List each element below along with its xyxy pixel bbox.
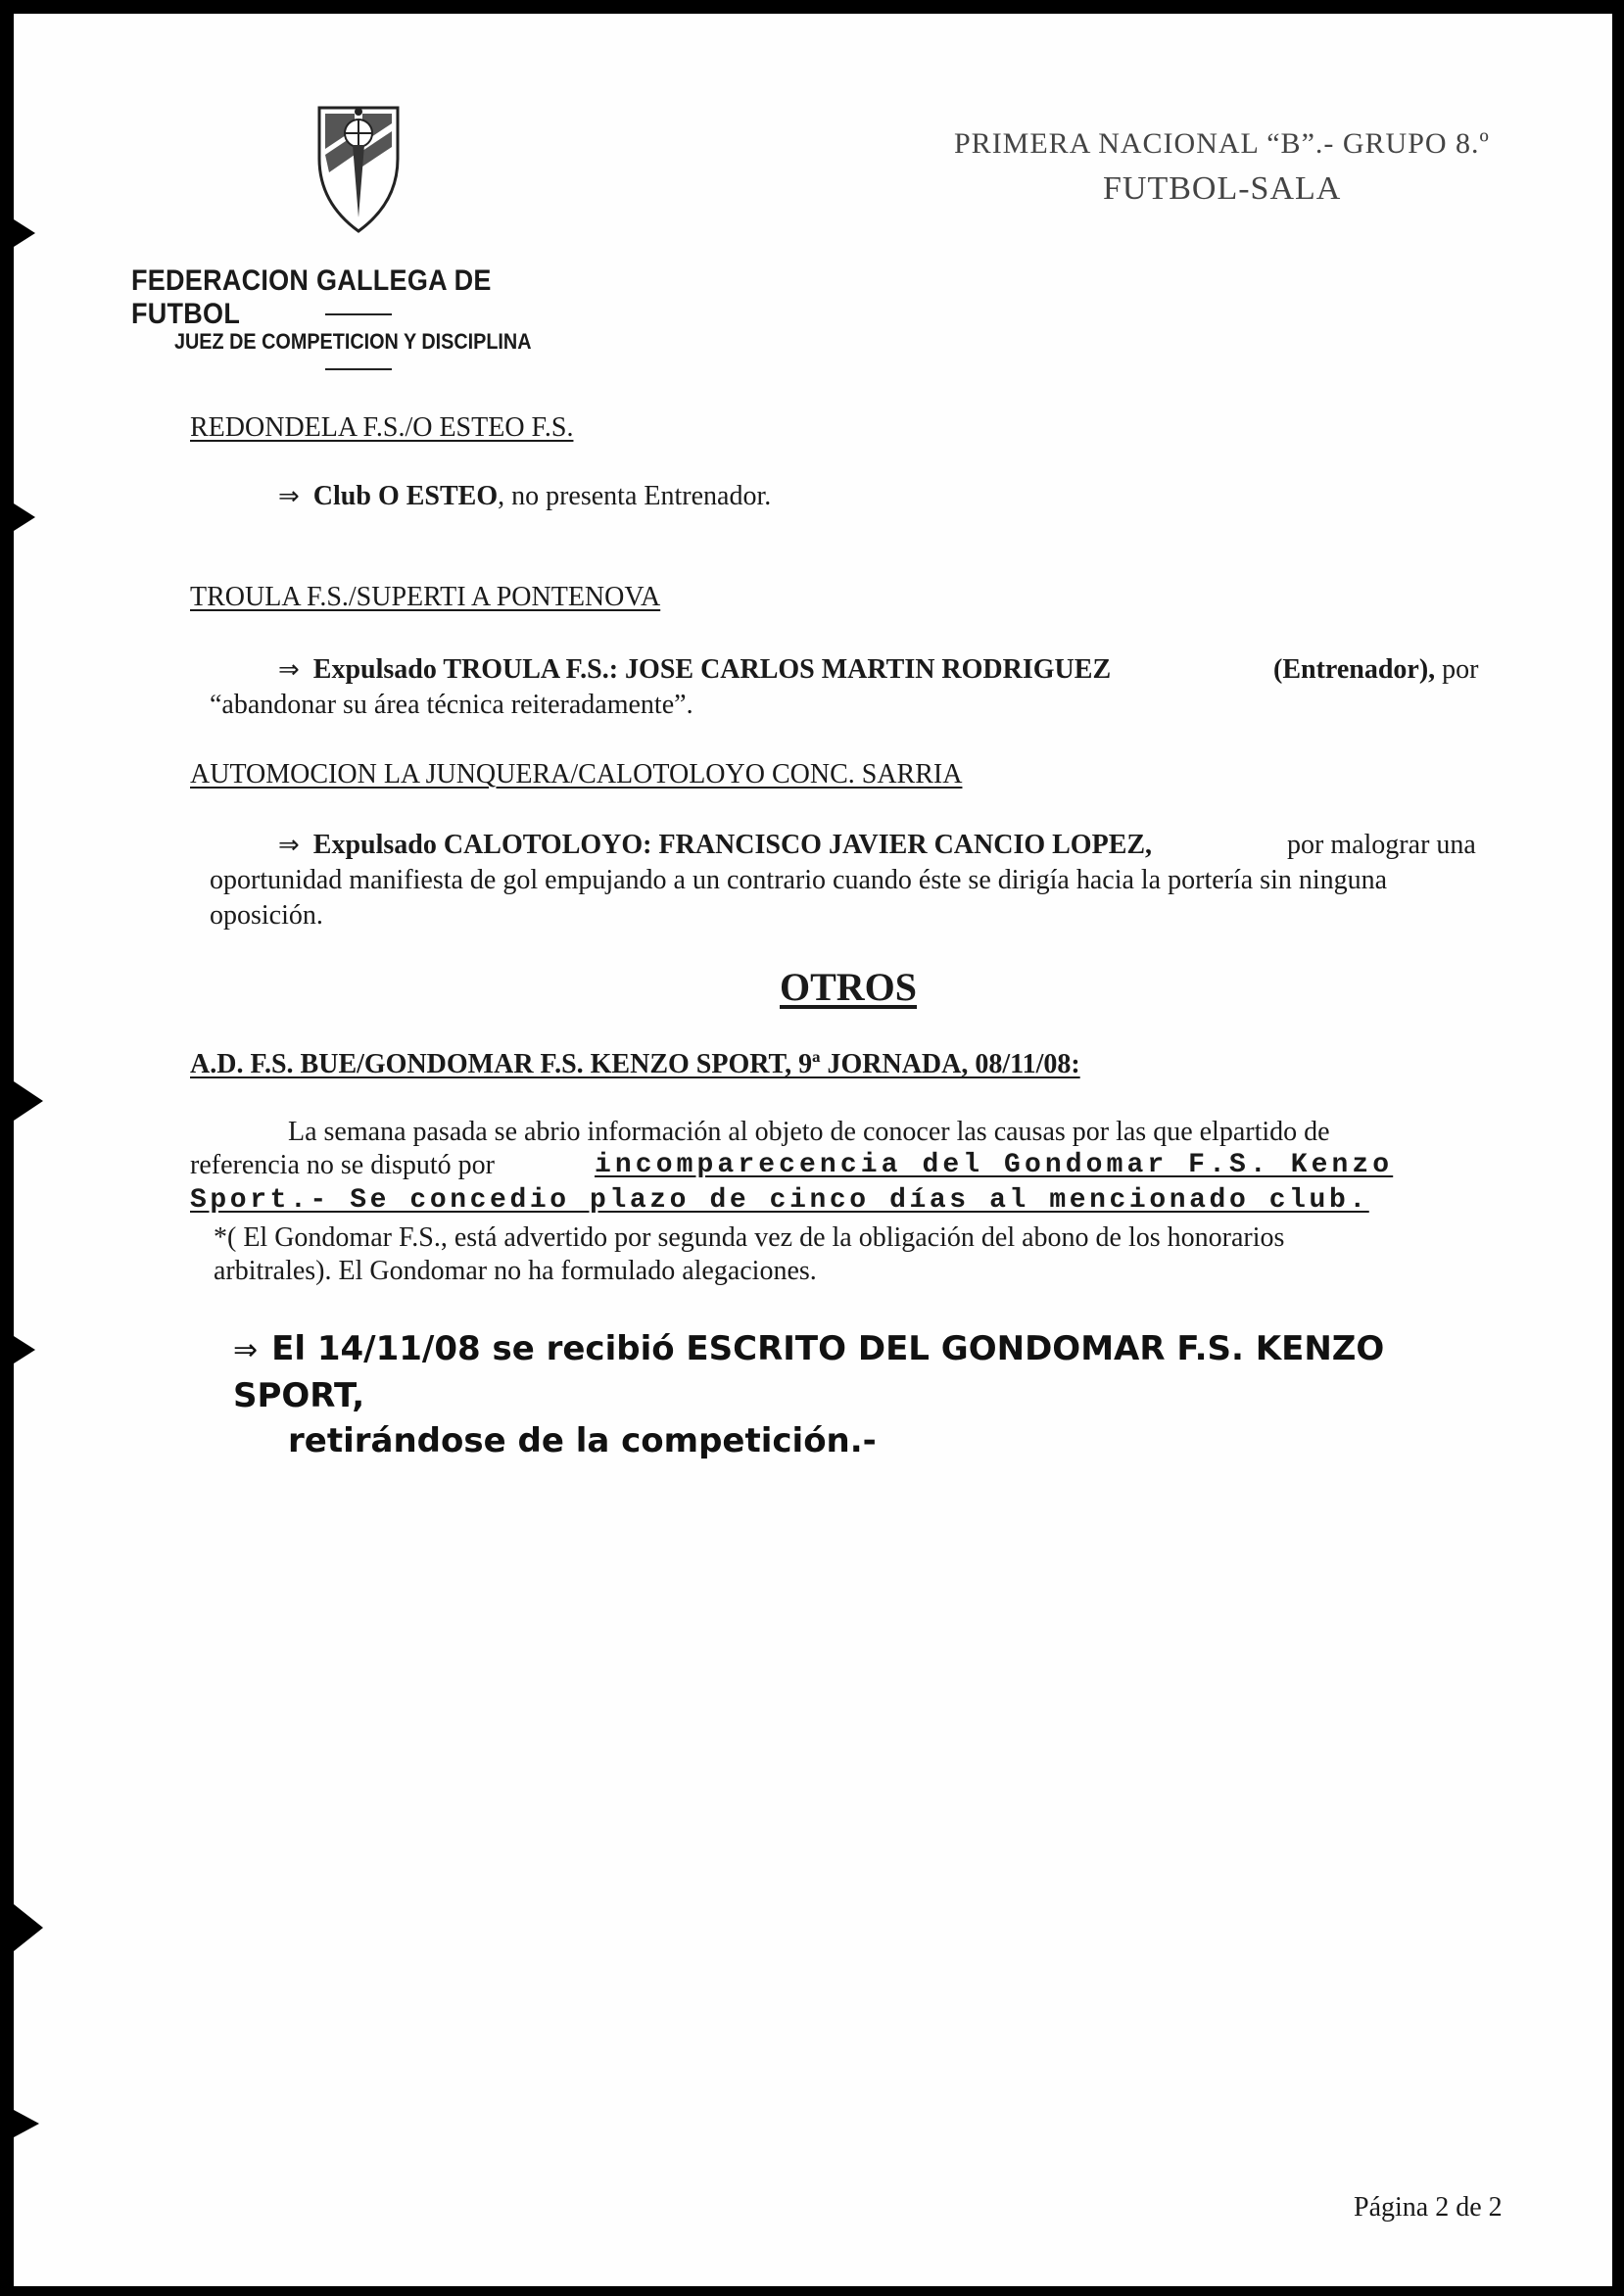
ruling-troula-line2: “abandonar su área técnica reiteradamente”. [210, 690, 693, 720]
ruling-bold-text: Expulsado CALOTOLOYO: FRANCISCO JAVIER CANCIO LOPEZ, [312, 830, 1153, 860]
otros-paragraph-line2 [190, 1150, 1394, 1181]
otros-paragraph-line3 [190, 1183, 1369, 1216]
match-heading-redondela: REDONDELA F.S./O ESTEO F.S. [190, 412, 574, 443]
otros-note-line2: arbitrales). El Gondomar no ha formulado alegaciones. [214, 1256, 817, 1286]
ruling-role [1273, 654, 1478, 686]
arrow-icon: ⇒ [278, 831, 300, 860]
match-heading-bue: A.D. F.S. BUE/GONDOMAR F.S. KENZO SPORT, 9ª JORNADA, 08/11/08: [190, 1049, 1080, 1079]
match-heading-automocion: AUTOMOCION LA JUNQUERA/CALOTOLOYO CONC. SARRIA [190, 759, 963, 789]
final-notice-line2: retirándose de la competición.- [288, 1421, 877, 1460]
otros-heading: OTROS [780, 965, 918, 1009]
ruling-automocion-line3: oposición. [210, 900, 323, 931]
ruling-troula-line1 [278, 654, 1503, 686]
otros-paragraph-text: referencia no se disputó por [190, 1150, 495, 1180]
ruling-redondela [278, 481, 771, 512]
arrow-icon: ⇒ [278, 482, 300, 511]
ruling-text: por [1442, 654, 1479, 685]
torn-edge-mark [14, 1081, 43, 1121]
torn-edge-mark [14, 1336, 35, 1363]
sport-title: FUTBOL-SALA [1103, 170, 1342, 207]
torn-edge-mark [14, 1904, 43, 1951]
committee-name: JUEZ DE COMPETICION Y DISCIPLINA [174, 329, 532, 354]
final-notice-text: El 14/11/08 se recibió ESCRITO DEL GONDOMAR F.S. KENZO SPORT, [233, 1329, 1385, 1415]
ruling-automocion-line2: oportunidad manifiesta de gol empujando a un contrario cuando éste se dirigía hacia la portería sin ninguna [210, 865, 1388, 895]
otros-note-line1: *( El Gondomar F.S., está advertido por segunda vez de la obligación del abono de los honorarios [214, 1222, 1285, 1253]
federation-crest-icon [315, 100, 402, 235]
arrow-icon: ⇒ [233, 1333, 259, 1367]
league-title: PRIMERA NACIONAL “B”.- GRUPO 8.º [954, 127, 1490, 160]
arrow-icon: ⇒ [278, 655, 300, 685]
ruling-text: , no presenta Entrenador. [498, 481, 772, 511]
ruling-automocion-line1 [278, 830, 1476, 861]
match-heading-troula: TROULA F.S./SUPERTI A PONTENOVA [190, 582, 661, 612]
federation-name: FEDERACION GALLEGA DE FUTBOL [131, 264, 492, 330]
paper-sheet [14, 14, 1612, 2286]
torn-edge-mark [14, 2110, 39, 2137]
ruling-bold-text: (Entrenador), [1273, 654, 1436, 685]
otros-spaced-text: Sport.- Se concedio plazo de cinco días al mencionado club. [190, 1185, 1369, 1216]
torn-edge-mark [14, 219, 35, 247]
ruling-text: por malograr una [1287, 830, 1476, 860]
otros-spaced-text: incomparecencia del Gondomar F.S. Kenzo [595, 1150, 1394, 1180]
header-divider [325, 368, 392, 370]
otros-paragraph-line1: La semana pasada se abrio información al objeto de conocer las causas por las que elpartido de [288, 1117, 1330, 1147]
final-notice-line1 [233, 1326, 1506, 1418]
ruling-bold-text: Club O ESTEO [312, 481, 499, 511]
page-number: Página 2 de 2 [1354, 2192, 1503, 2223]
ruling-bold-text: Expulsado TROULA F.S.: JOSE CARLOS MARTIN RODRIGUEZ [312, 654, 1112, 685]
otros-final-notice [233, 1326, 1506, 1463]
torn-edge-mark [14, 503, 35, 531]
header-divider [325, 313, 392, 315]
